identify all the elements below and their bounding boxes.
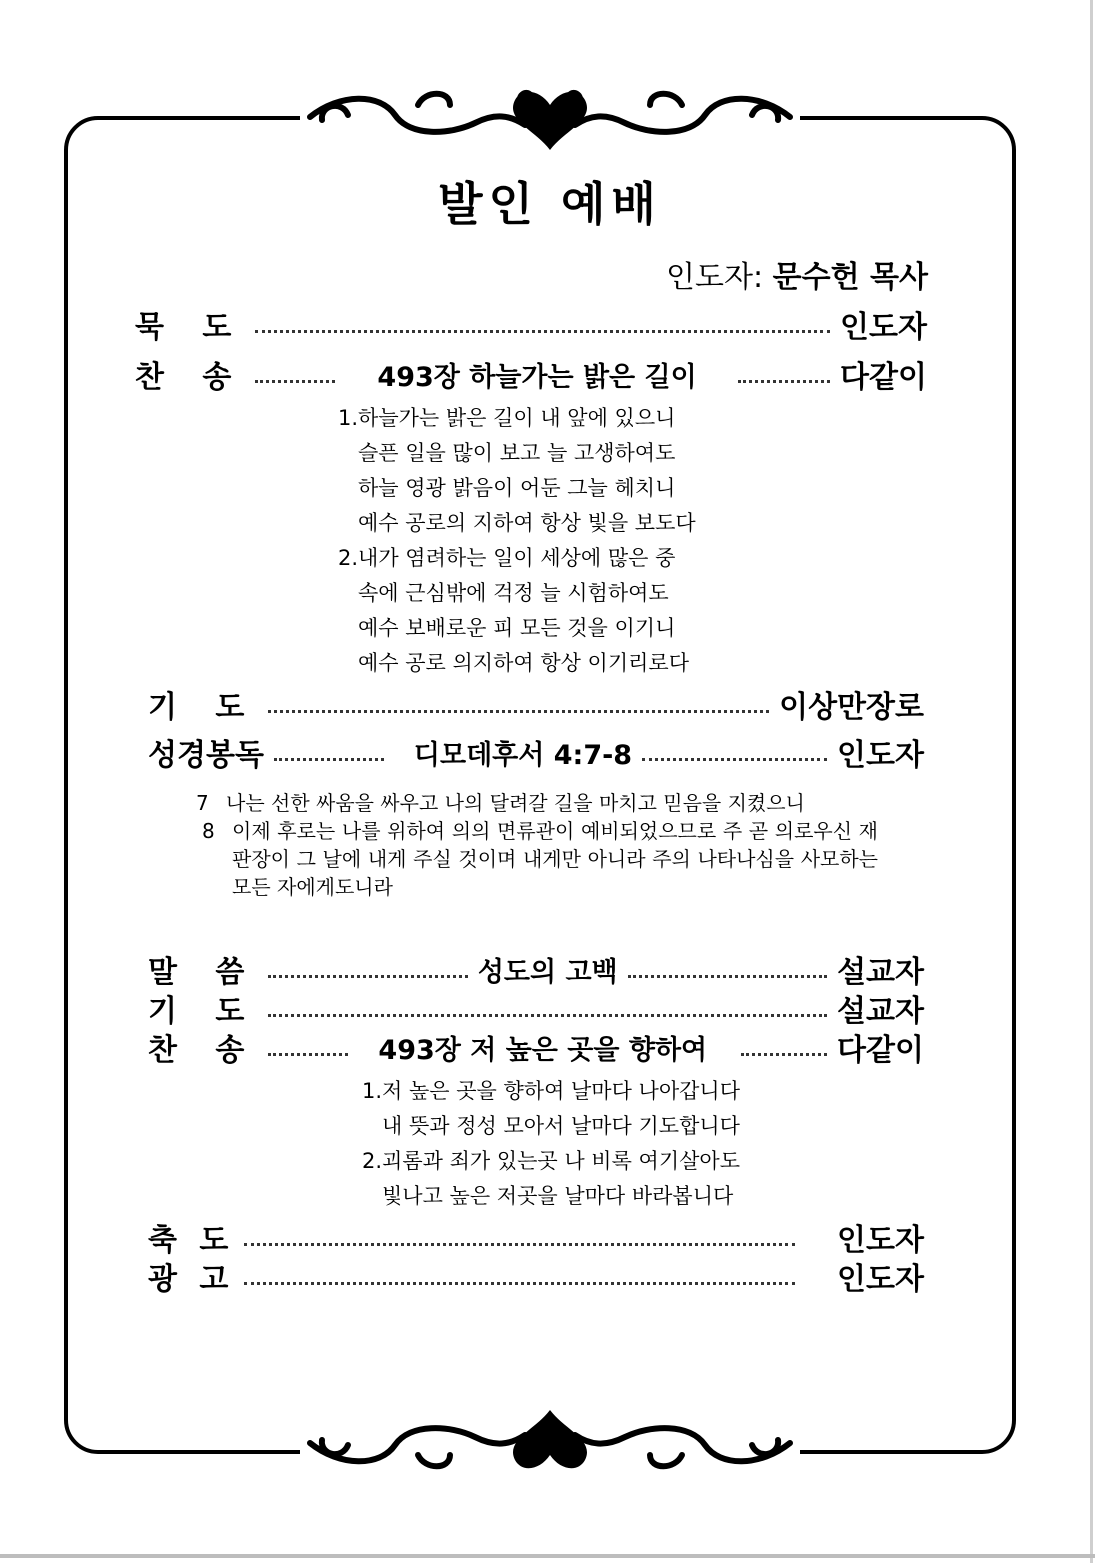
order-detail: 디모데후서 4:7-8 bbox=[413, 739, 633, 771]
lyric-line: 빛나고 높은 저곳을 날마다 바라봅니다 bbox=[382, 1184, 734, 1208]
order-label: 축 도 bbox=[148, 1223, 235, 1258]
page-edge bbox=[1090, 0, 1093, 1563]
lyric-line: 하늘 영광 밝음이 어둔 그늘 헤치니 bbox=[358, 476, 676, 500]
scripture-text bbox=[196, 789, 878, 901]
dot-leader bbox=[268, 975, 467, 978]
order-row bbox=[135, 301, 927, 347]
dot-leader bbox=[741, 1053, 827, 1056]
hymn-lyrics bbox=[362, 1074, 740, 1214]
order-person: 인도자 bbox=[840, 310, 927, 345]
dot-leader bbox=[244, 1282, 795, 1285]
order-person: 인도자 bbox=[837, 1223, 924, 1258]
lyric-line: 내 뜻과 정성 모아서 날마다 기도합니다 bbox=[382, 1114, 740, 1138]
order-label: 기 도 bbox=[148, 690, 259, 725]
hymn-lyrics bbox=[338, 401, 696, 681]
scroll-ornament-icon bbox=[300, 1405, 800, 1485]
dot-leader bbox=[255, 330, 830, 333]
order-person: 이상만장로 bbox=[779, 690, 924, 725]
order-label: 묵 도 bbox=[135, 310, 246, 345]
lyric-line: 예수 보배로운 피 모든 것을 이기니 bbox=[358, 616, 676, 640]
lyric-line: 예수 공로 의지하여 항상 이기리로다 bbox=[358, 651, 689, 675]
service-leader bbox=[666, 252, 928, 296]
order-detail: 493장 하늘가는 밝은 길이 bbox=[377, 361, 697, 393]
order-person: 인도자 bbox=[837, 1262, 924, 1297]
order-person: 설교자 bbox=[837, 994, 924, 1029]
order-row bbox=[135, 351, 927, 397]
order-label: 찬 송 bbox=[135, 360, 246, 395]
leader-label: 인도자: bbox=[666, 260, 764, 295]
dot-leader bbox=[628, 975, 827, 978]
verse-text: 나는 선한 싸움을 싸우고 나의 달려갈 길을 마치고 믿음을 지켰으니 bbox=[226, 791, 805, 815]
scripture-verse bbox=[196, 789, 878, 817]
lyric-line: 1.하늘가는 밝은 길이 내 앞에 있으니 bbox=[338, 406, 676, 430]
lyric-line: 슬픈 일을 많이 보고 늘 고생하여도 bbox=[358, 441, 676, 465]
lyric-line: 속에 근심밖에 걱정 늘 시험하여도 bbox=[358, 581, 669, 605]
lyric-line: 예수 공로의 지하여 항상 빛을 보도다 bbox=[358, 511, 696, 535]
page-title: 발인 예배 bbox=[438, 177, 662, 231]
order-label: 광 고 bbox=[148, 1262, 235, 1297]
dot-leader bbox=[268, 710, 769, 713]
lyric-line: 2.괴롬과 죄가 있는곳 나 비록 여기살아도 bbox=[362, 1149, 740, 1173]
dot-leader bbox=[642, 758, 827, 761]
order-person: 다같이 bbox=[837, 1033, 924, 1068]
dot-leader bbox=[268, 1053, 348, 1056]
dot-leader bbox=[268, 1014, 827, 1017]
order-detail: 성도의 고백 bbox=[477, 956, 618, 988]
order-label: 찬 송 bbox=[148, 1033, 259, 1068]
page-edge bbox=[0, 1554, 1095, 1558]
lyric-line: 1.저 높은 곳을 향하여 날마다 나아갑니다 bbox=[362, 1079, 740, 1103]
verse-text: 이제 후로는 나를 위하여 의의 면류관이 예비되었으므로 주 곧 의로우신 재판장이 그 날에 내게 주실 것이며 내게만 아니라 주의 나타나심을 사모하는 모든 자에게도니라 bbox=[232, 819, 878, 899]
dot-leader bbox=[738, 380, 830, 383]
dot-leader bbox=[255, 380, 335, 383]
order-row bbox=[148, 729, 924, 775]
order-person: 인도자 bbox=[837, 738, 924, 773]
order-label: 말 씀 bbox=[148, 955, 259, 990]
order-label: 성경봉독 bbox=[148, 738, 264, 773]
lyric-line: 2.내가 염려하는 일이 세상에 많은 중 bbox=[338, 546, 676, 570]
dot-leader bbox=[274, 758, 384, 761]
dot-leader bbox=[244, 1243, 795, 1246]
scroll-ornament-icon bbox=[300, 75, 800, 155]
order-row bbox=[148, 1253, 924, 1299]
order-person: 설교자 bbox=[837, 955, 925, 990]
order-row bbox=[148, 681, 924, 727]
verse-number: 7 bbox=[196, 791, 209, 815]
scripture-verse bbox=[196, 817, 878, 901]
order-detail: 493장 저 높은 곳을 향하여 bbox=[378, 1034, 708, 1066]
leader-name: 문수헌 목사 bbox=[772, 260, 928, 295]
order-row bbox=[148, 1024, 924, 1070]
verse-number: 8 bbox=[202, 819, 215, 843]
order-label: 기 도 bbox=[148, 994, 259, 1029]
order-person: 다같이 bbox=[840, 360, 927, 395]
